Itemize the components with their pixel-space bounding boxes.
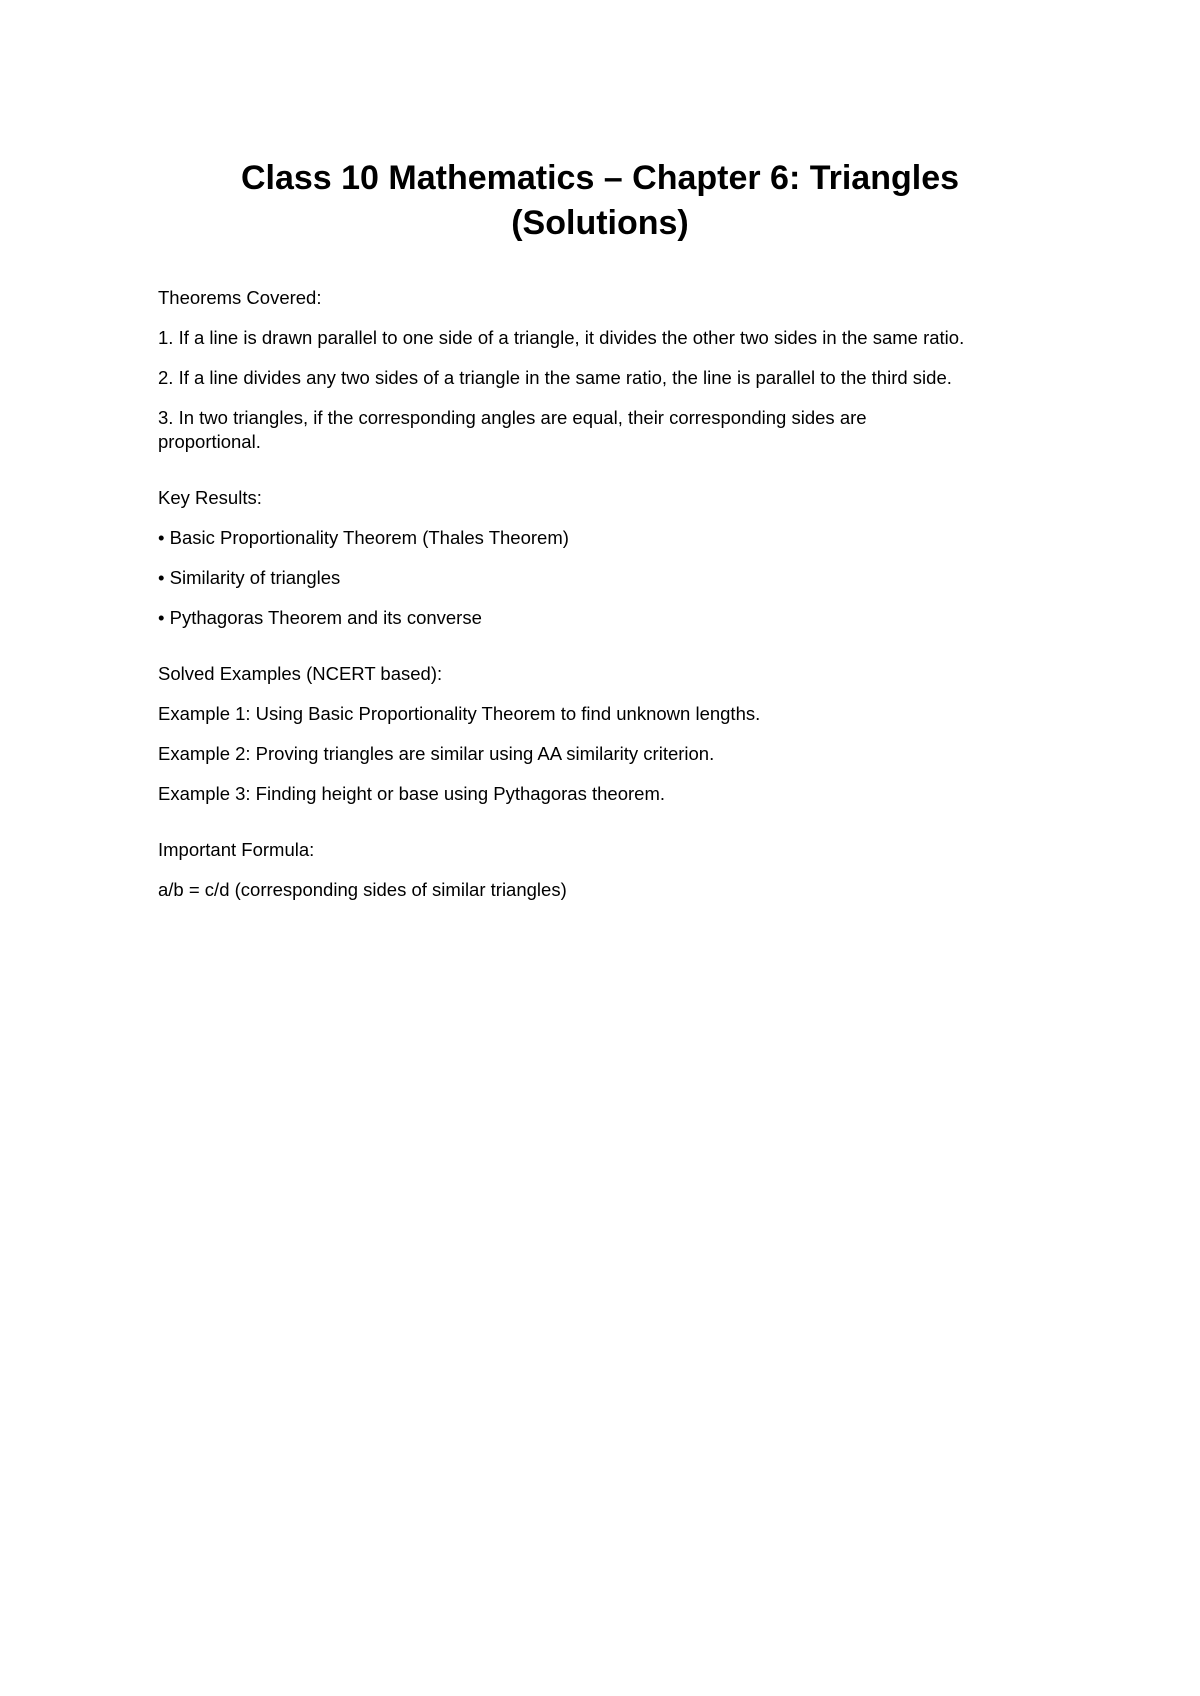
- theorems-heading: Theorems Covered:: [158, 287, 322, 308]
- key-result-item: • Pythagoras Theorem and its converse: [158, 607, 482, 628]
- key-result-item: • Similarity of triangles: [158, 567, 341, 588]
- solved-examples-heading: Solved Examples (NCERT based):: [158, 663, 443, 684]
- page-title-line2: (Solutions): [511, 204, 689, 242]
- key-result-item: • Basic Proportionality Theorem (Thales Theorem): [158, 527, 569, 548]
- theorem-item: 2. If a line divides any two sides of a triangle in the same ratio, the line is parallel to the third side.: [158, 367, 952, 388]
- example-item: Example 2: Proving triangles are similar using AA similarity criterion.: [158, 743, 715, 764]
- example-item: Example 1: Using Basic Proportionality Theorem to find unknown lengths.: [158, 703, 761, 724]
- theorem-item: 1. If a line is drawn parallel to one side of a triangle, it divides the other two sides in the same ratio.: [158, 327, 965, 348]
- example-item: Example 3: Finding height or base using Pythagoras theorem.: [158, 783, 665, 804]
- theorem-item: 3. In two triangles, if the corresponding angles are equal, their corresponding sides are proportional.: [158, 407, 867, 452]
- page-title-line1: Class 10 Mathematics – Chapter 6: Triangles: [240, 159, 960, 197]
- key-results-heading: Key Results:: [158, 487, 262, 508]
- formula-text: a/b = c/d (corresponding sides of similar triangles): [158, 879, 567, 900]
- page-title: [150, 156, 1050, 246]
- document-body: [158, 286, 1058, 902]
- formula-heading: Important Formula:: [158, 839, 315, 860]
